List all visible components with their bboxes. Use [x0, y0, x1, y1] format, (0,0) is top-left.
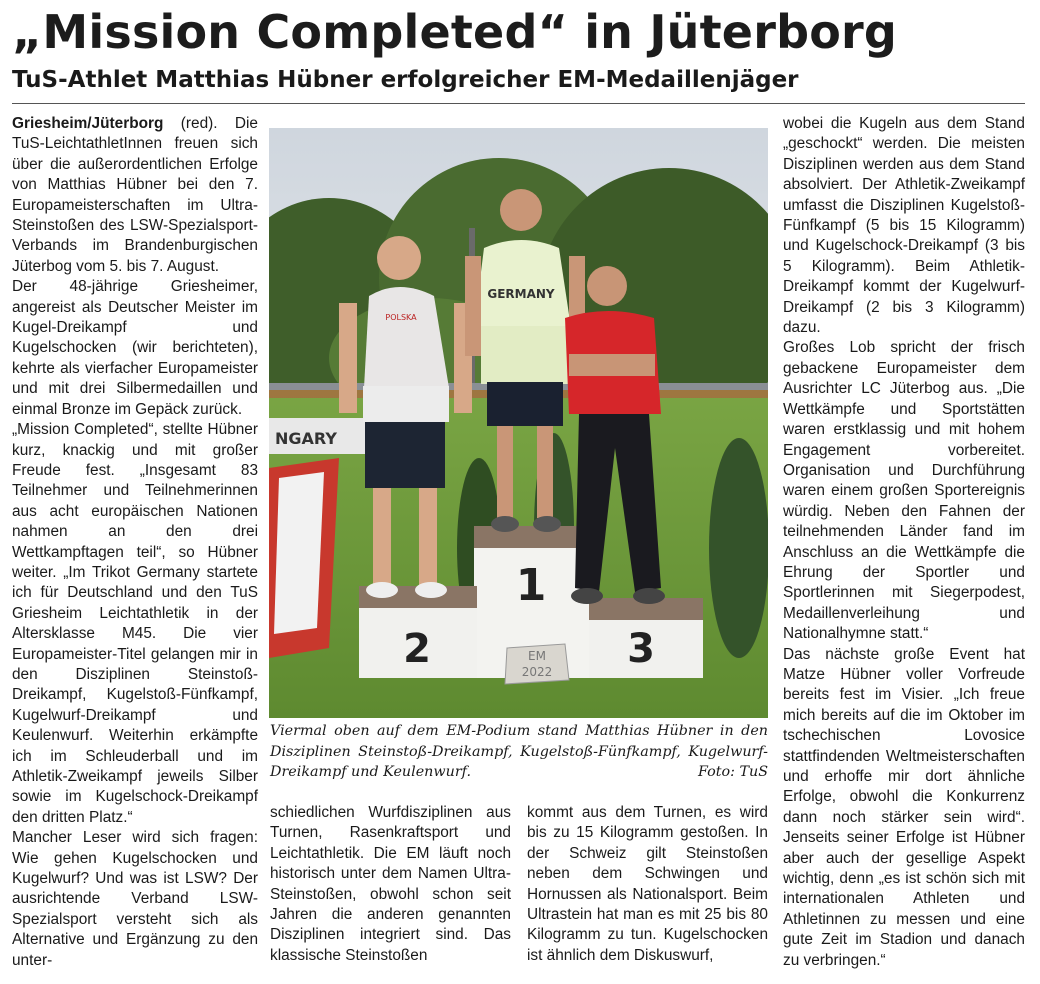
paragraph-text: (red). Die TuS-LeichtathletInnen freuen sich über die außerordentlichen Erfolge von Matthias Hübner bei den 7. Europameisterschaften im Ultra-Steinstoßen des LSW-Spezialsport-Verbands im Brandenburgischen Jüterbog vom 5. bis 7. August. — [12, 115, 258, 275]
photo-caption — [270, 721, 768, 783]
stone-text-1: EM — [528, 649, 546, 663]
banner-text: NGARY — [275, 429, 337, 448]
photo-credit: Foto: TuS — [698, 764, 768, 780]
text-column-3 — [527, 803, 768, 966]
paragraph: Das nächste große Event hat Matze Hübner voller Vorfreude bereits fest im Visier. „Ich freue mich bereits auf die im Oktober im tschechischen Lovosice stattfindenden Weltmeisterschaften und erhoffe mir dort ähnliche Erfolge, obwohl die Konkurrenz dann noch stärker sein wird“. Jenseits seiner Erfolge ist Hübner aber auch der gesellige Aspekt wichtig, denn „es ist schön sich mit internationalen Athleten und Athletinnen zu messen und eine gute Zeit im Stadion und danach zu verbringen.“ — [783, 645, 1025, 969]
text-column-1 — [12, 114, 258, 971]
paragraph: „Mission Completed“, stellte Hübner kurz, knackig und mit großer Freude fest. „Insgesamt 83 Teilnehmer und Teilnehmerinnen aus acht europäischen Nationen nahmen an den drei Wettkampftagen teil“, so Hübner weiter. „Im Trikot Germany startete ich für Deutschland und den TuS Griesheim Leichtathletik in der Altersklasse M45. Die vier Europameister-Titel gelangen mir in den Disziplinen Steinstoß-Dreikampf, Kugelstoß-Fünfkampf, Kugelwurf-Dreikampf und Keulenwurf. Weiterhin erkämpfte ich im Schleuderball und im Athletik-Zweikampf jeweils Silber sowie im Kugelschock-Dreikampf den dritten Platz.“ — [12, 421, 258, 826]
paragraph: Großes Lob spricht der frisch gebackene Europameister dem Ausrichter LC Jüterbog aus. „Die Wettkämpfe und Sportstätten waren erstklassig und mit hohem Engagement vorbereitet. Organisation und Durchführung waren einem großen Sportereignis würdig. Neben den Fahnen der teilnehmenden Länder fand im Anschluss an die Wettkämpfe die Ehrung der Sportler und Sportlerinnen mit Siegerpodest, Medaillenverleihung und Nationalhymne statt.“ — [783, 339, 1025, 643]
paragraph: Mancher Leser wird sich fragen: Wie gehen Kugelschocken und Kugelwurf? Und was ist LSW? Der ausrichtende Verband LSW-Spezialsport versteht sich als Alternative und Ergänzung zu den unter- — [12, 829, 258, 969]
headline: „Mission Completed“ in Jüterborg — [12, 5, 898, 59]
podium-number-right: 3 — [627, 626, 655, 672]
shirt-text-center: GERMANY — [487, 287, 555, 301]
stone-text-2: 2022 — [521, 665, 553, 679]
headline-rule — [12, 103, 1025, 104]
shirt-text-left: POLSKA — [385, 313, 417, 322]
text-column-4 — [783, 114, 1025, 971]
dateline: Griesheim/Jüterborg — [12, 115, 164, 132]
paragraph — [12, 114, 258, 277]
paragraph: Der 48-jährige Griesheimer, angereist als Deutscher Meister im Kugel-Dreikampf und Kugelschocken (wir berichteten), kehrte als vierfacher Europameister und mit drei Silbermedaillen und einmal Bronze im Gepäck zurück. — [12, 278, 258, 418]
text-column-2 — [270, 803, 511, 966]
podium-number-center: 1 — [515, 560, 547, 611]
caption-text: Viermal oben auf dem EM-Podium stand Matthias Hübner in den Disziplinen Steinstoß-Dreikampf, Kugelstoß-Fünfkampf, Kugelwurf-Dreikampf und Keulenwurf. — [270, 723, 768, 780]
paragraph: wobei die Kugeln aus dem Stand „geschockt“ werden. Die meisten Disziplinen werden aus dem Stand absolviert. Der Athletik-Zweikampf umfasst die Disziplinen Kugelstoß-Fünfkampf (5 bis 15 Kilogramm) und Kugelschock-Dreikampf (3 bis 5 Kilogramm). Beim Athletik-Dreikampf kommt der Kugelwurf-Dreikampf (2 bis 3 Kilogramm) dazu. — [783, 115, 1025, 337]
podium-number-left: 2 — [403, 626, 431, 672]
subheadline: TuS-Athlet Matthias Hübner erfolgreicher EM-Medaillenjäger — [12, 67, 799, 93]
podium-photo — [269, 128, 768, 718]
paragraph: schiedlichen Wurfdisziplinen aus Turnen, Rasenkraftsport und Leichtathletik. Die EM läuft noch historisch unter dem Namen Ultra-Steinstoßen, obwohl schon seit Jahren die anderen genannten Disziplinen integriert sind. Das klassische Steinstoßen — [270, 804, 511, 964]
paragraph: kommt aus dem Turnen, es wird bis zu 15 Kilogramm gestoßen. In der Schweiz gilt Steinstoßen neben dem Schwingen und Hornussen als Nationalsport. Beim Ultrastein hat man es mit 25 bis 80 Kilogramm zu tun. Kugelschocken ist ähnlich dem Diskuswurf, — [527, 804, 768, 964]
